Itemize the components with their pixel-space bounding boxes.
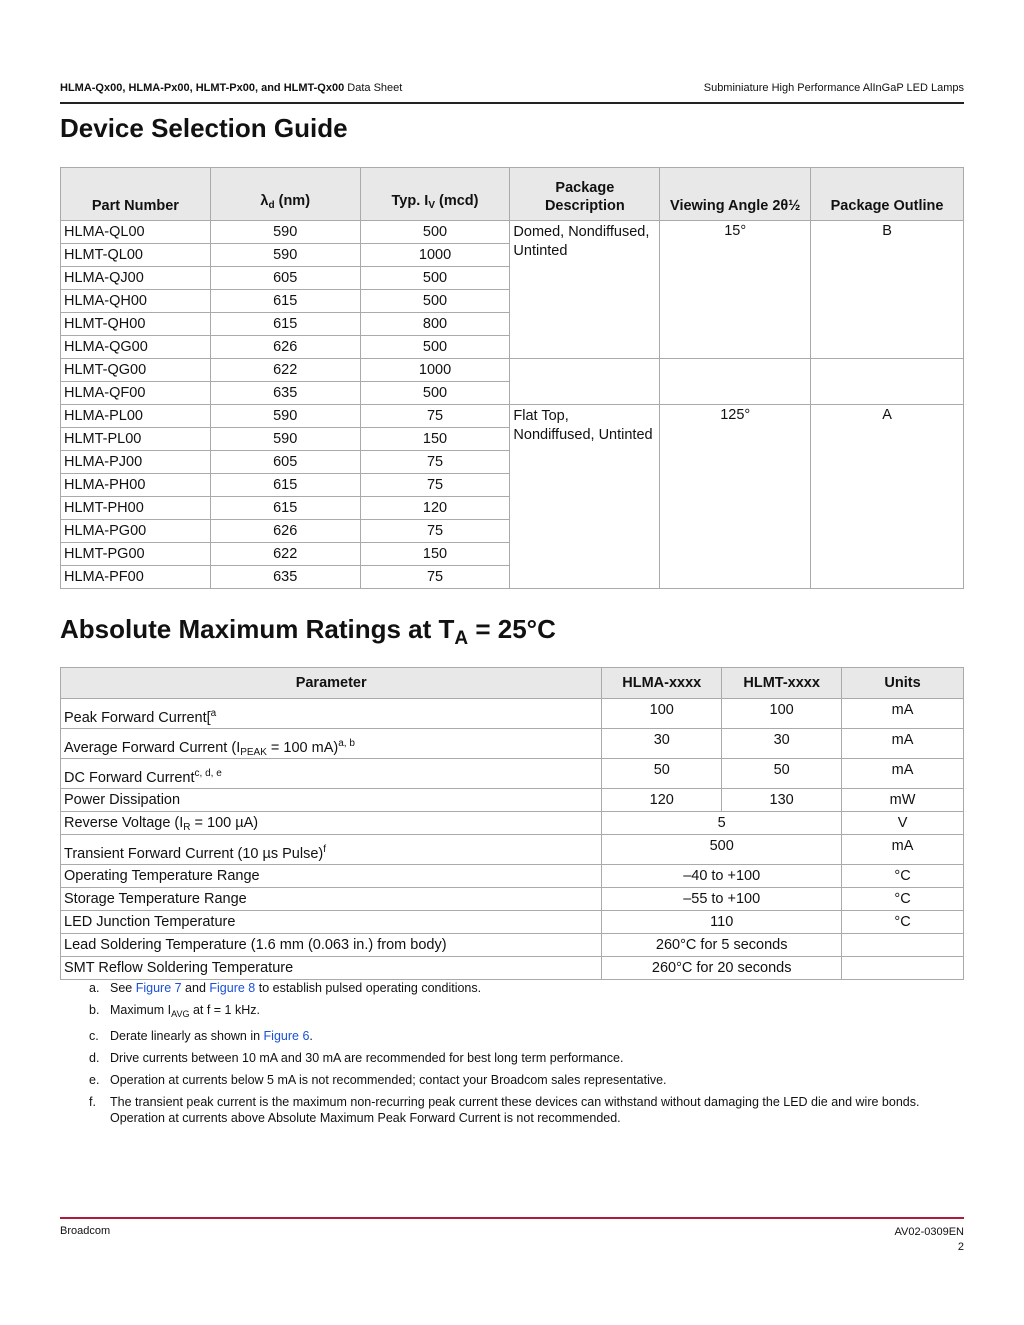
iv-cell: 150: [360, 543, 510, 566]
footnotes: [60, 980, 964, 1132]
param-subscript: PEAK: [240, 747, 267, 758]
absolute-max-ratings-title: [60, 614, 556, 650]
figure-7-link[interactable]: Figure 7: [135, 981, 182, 995]
lambda-unit: (nm): [274, 193, 311, 209]
value-cell: 5: [602, 812, 842, 835]
units-cell: °C: [842, 865, 964, 888]
footnote-text: Operation at currents below 5 mA is not recommended; contact your Broadcom sales representative.: [110, 1073, 667, 1087]
part-cell: HLMA-QG00: [61, 336, 211, 359]
hlmt-cell: 130: [722, 789, 842, 812]
lambda-cell: 605: [210, 267, 360, 290]
footnote-e: [60, 1072, 964, 1088]
desc-line1: Flat Top,: [513, 408, 569, 424]
col-hlmt: HLMT-xxxx: [722, 668, 842, 699]
footnote-label: e.: [89, 1073, 100, 1087]
col-part-number: Part Number: [61, 168, 211, 221]
package-description-cell: [510, 221, 660, 359]
footnote-label: c.: [89, 1029, 99, 1043]
units-cell: mW: [842, 789, 964, 812]
footnote-label: a.: [89, 981, 100, 995]
param-cell: [61, 759, 602, 789]
part-cell: HLMT-PL00: [61, 428, 211, 451]
table-row: [61, 359, 964, 382]
part-cell: HLMA-PF00: [61, 566, 211, 589]
header-title-rest: Data Sheet: [344, 82, 403, 94]
iv-unit: (mcd): [434, 193, 479, 209]
iv-label: Typ. I: [391, 193, 429, 209]
param-text: Peak Forward Current[: [64, 710, 211, 726]
lambda-cell: 615: [210, 474, 360, 497]
part-cell: HLMT-QG00: [61, 359, 211, 382]
table-row: [61, 699, 964, 729]
units-cell: mA: [842, 729, 964, 759]
part-cell: HLMA-PH00: [61, 474, 211, 497]
param-text: Transient Forward Current (10 µs Pulse): [64, 846, 324, 862]
param-cell: LED Junction Temperature: [61, 911, 602, 934]
part-cell: HLMA-QF00: [61, 382, 211, 405]
col-parameter: Parameter: [61, 668, 602, 699]
iv-cell: 500: [360, 267, 510, 290]
value-cell: –55 to +100: [602, 888, 842, 911]
units-cell: V: [842, 812, 964, 835]
units-cell: mA: [842, 699, 964, 729]
iv-cell: 75: [360, 451, 510, 474]
table-row: [61, 957, 964, 980]
pkg-line2: Description: [544, 198, 625, 214]
table-row: [61, 865, 964, 888]
part-cell: HLMT-QL00: [61, 244, 211, 267]
lambda-cell: 605: [210, 451, 360, 474]
footer-right: [894, 1225, 964, 1255]
footer-page-number: 2: [957, 1241, 964, 1253]
units-cell: °C: [842, 888, 964, 911]
lambda-cell: 590: [210, 221, 360, 244]
iv-subscript: V: [428, 200, 435, 211]
footer-company: Broadcom: [60, 1225, 111, 1237]
table-row: [61, 911, 964, 934]
title-post: = 25°C: [468, 614, 556, 644]
footnote-text: [110, 980, 964, 996]
iv-cell: 1000: [360, 359, 510, 382]
value-cell: 260°C for 20 seconds: [602, 957, 842, 980]
col-package-outline: Package Outline: [811, 168, 964, 221]
lambda-cell: 615: [210, 290, 360, 313]
footnote-text-part: to establish pulsed operating conditions.: [255, 981, 482, 995]
iv-cell: 75: [360, 566, 510, 589]
device-selection-table: [60, 167, 964, 589]
hlma-cell: 120: [602, 789, 722, 812]
param-cell: [61, 835, 602, 865]
header-subtitle: Subminiature High Performance AlInGaP LED Lamps: [703, 82, 964, 94]
param-text: Average Forward Current (I: [64, 740, 241, 756]
units-cell: [842, 934, 964, 957]
hlmt-cell: 100: [722, 699, 842, 729]
footnote-c: [60, 1028, 964, 1044]
lambda-cell: 626: [210, 520, 360, 543]
table-row: [61, 729, 964, 759]
param-cell: [61, 699, 602, 729]
footnote-d: [60, 1050, 964, 1066]
footnote-b: [60, 1002, 964, 1022]
footnote-text: [110, 1028, 964, 1044]
footnote-f: [60, 1094, 964, 1126]
param-text: Reverse Voltage (I: [64, 815, 184, 831]
iv-cell: 800: [360, 313, 510, 336]
footnote-text-part: Maximum I: [110, 1003, 172, 1017]
footnote-ref: c, d, e: [194, 768, 222, 779]
header-title: [60, 82, 402, 94]
param-subscript: R: [183, 822, 191, 833]
lambda-cell: 615: [210, 313, 360, 336]
figure-8-link[interactable]: Figure 8: [209, 981, 256, 995]
lambda-cell: 622: [210, 543, 360, 566]
table-row: [61, 835, 964, 865]
units-cell: °C: [842, 911, 964, 934]
iv-cell: 500: [360, 382, 510, 405]
iv-cell: 500: [360, 336, 510, 359]
footnote-ref: a, b: [338, 738, 355, 749]
footnote-text: Drive currents between 10 mA and 30 mA are recommended for best long term performance.: [110, 1051, 624, 1065]
footnote-ref: a: [210, 708, 217, 719]
lambda-cell: 635: [210, 566, 360, 589]
package-outline-cell: [811, 359, 964, 405]
page-header: [60, 80, 964, 104]
device-selection-title: Device Selection Guide: [60, 113, 348, 143]
col-units: Units: [842, 668, 964, 699]
param-cell: [61, 729, 602, 759]
title-pre: Absolute Maximum Ratings at T: [60, 614, 455, 644]
value-cell: –40 to +100: [602, 865, 842, 888]
units-cell: mA: [842, 759, 964, 789]
units-cell: [842, 957, 964, 980]
hlmt-cell: 30: [722, 729, 842, 759]
part-cell: HLMT-QH00: [61, 313, 211, 336]
lambda-cell: 622: [210, 359, 360, 382]
footnote-subscript: AVG: [171, 1009, 190, 1019]
footnote-text-part: See: [110, 981, 136, 995]
iv-cell: 75: [360, 474, 510, 497]
param-text: DC Forward Current: [64, 770, 195, 786]
viewing-angle-cell: 125°: [660, 405, 811, 589]
hlma-cell: 30: [602, 729, 722, 759]
part-cell: HLMA-QJ00: [61, 267, 211, 290]
value-cell: 500: [602, 835, 842, 865]
hlmt-cell: 50: [722, 759, 842, 789]
part-cell: HLMA-QH00: [61, 290, 211, 313]
footnote-label: b.: [89, 1003, 100, 1017]
desc-line2: Untinted: [513, 242, 568, 259]
absolute-max-ratings-table: [60, 667, 964, 980]
footnote-text-part: Derate linearly as shown in: [110, 1029, 264, 1043]
footnote-text: [110, 1002, 964, 1022]
package-description-cell: [510, 405, 660, 589]
iv-cell: 75: [360, 405, 510, 428]
desc-line1: Domed, Nondiffused,: [513, 224, 650, 240]
footnote-text: The transient peak current is the maximum non-recurring peak current these devices can withstand without damaging the LED die and wire bonds. Operation at currents above Absolute Maximum Peak Forward Current is not recommended.: [110, 1095, 920, 1125]
lambda-cell: 590: [210, 244, 360, 267]
part-cell: HLMA-PL00: [61, 405, 211, 428]
value-cell: 260°C for 5 seconds: [602, 934, 842, 957]
title-subscript: A: [454, 628, 469, 649]
units-cell: mA: [842, 835, 964, 865]
page-footer: [60, 1217, 964, 1253]
part-cell: HLMT-PH00: [61, 497, 211, 520]
table-row: [61, 888, 964, 911]
package-outline-cell: B: [811, 221, 964, 359]
param-cell: Storage Temperature Range: [61, 888, 602, 911]
part-cell: HLMA-QL00: [61, 221, 211, 244]
col-hlma: HLMA-xxxx: [602, 668, 722, 699]
table-row: [61, 789, 964, 812]
iv-cell: 500: [360, 290, 510, 313]
value-cell: 110: [602, 911, 842, 934]
iv-cell: 75: [360, 520, 510, 543]
package-description-cell: [510, 359, 660, 405]
table-row: [61, 221, 964, 244]
iv-cell: 1000: [360, 244, 510, 267]
desc-line2: Nondiffused, Untinted: [513, 426, 653, 443]
iv-cell: 500: [360, 221, 510, 244]
param-cell: Operating Temperature Range: [61, 865, 602, 888]
header-title-bold: HLMA-Qx00, HLMA-Px00, HLMT-Px00, and HLMT-Qx00: [60, 82, 345, 94]
part-cell: HLMA-PG00: [61, 520, 211, 543]
footnote-label: f.: [89, 1095, 96, 1109]
lambda-cell: 635: [210, 382, 360, 405]
param-text-post: = 100 mA): [266, 740, 339, 756]
footnote-ref: f: [323, 844, 327, 855]
param-cell: Lead Soldering Temperature (1.6 mm (0.063 in.) from body): [61, 934, 602, 957]
part-cell: HLMT-PG00: [61, 543, 211, 566]
footnote-text-part: .: [309, 1029, 313, 1043]
pkg-line1: Package: [555, 180, 615, 196]
lambda-cell: 590: [210, 428, 360, 451]
table-header-row: [61, 668, 964, 699]
footer-doc-id: AV02-0309EN: [894, 1226, 964, 1238]
lambda-cell: 615: [210, 497, 360, 520]
package-outline-cell: A: [811, 405, 964, 589]
hlma-cell: 50: [602, 759, 722, 789]
lambda-subscript: d: [268, 200, 275, 211]
lambda-symbol: λ: [260, 193, 269, 209]
table-row: [61, 934, 964, 957]
param-cell: Power Dissipation: [61, 789, 602, 812]
iv-cell: 150: [360, 428, 510, 451]
footnote-label: d.: [89, 1051, 100, 1065]
footnote-text-part: at f = 1 kHz.: [189, 1003, 260, 1017]
col-intensity: [360, 168, 510, 221]
col-viewing-angle: Viewing Angle 2θ½: [660, 168, 811, 221]
iv-cell: 120: [360, 497, 510, 520]
viewing-angle-cell: [660, 359, 811, 405]
part-cell: HLMA-PJ00: [61, 451, 211, 474]
footnote-text-part: and: [181, 981, 210, 995]
param-cell: [61, 812, 602, 835]
param-cell: SMT Reflow Soldering Temperature: [61, 957, 602, 980]
table-row: [61, 405, 964, 428]
table-row: [61, 812, 964, 835]
param-text-post: = 100 µA): [190, 815, 259, 831]
col-wavelength: [210, 168, 360, 221]
col-package-description: [510, 168, 660, 221]
hlma-cell: 100: [602, 699, 722, 729]
lambda-cell: 590: [210, 405, 360, 428]
lambda-cell: 626: [210, 336, 360, 359]
viewing-angle-cell: 15°: [660, 221, 811, 359]
footnote-a: [60, 980, 964, 996]
table-header-row: [61, 168, 964, 221]
table-row: [61, 759, 964, 789]
figure-6-link[interactable]: Figure 6: [263, 1029, 310, 1043]
